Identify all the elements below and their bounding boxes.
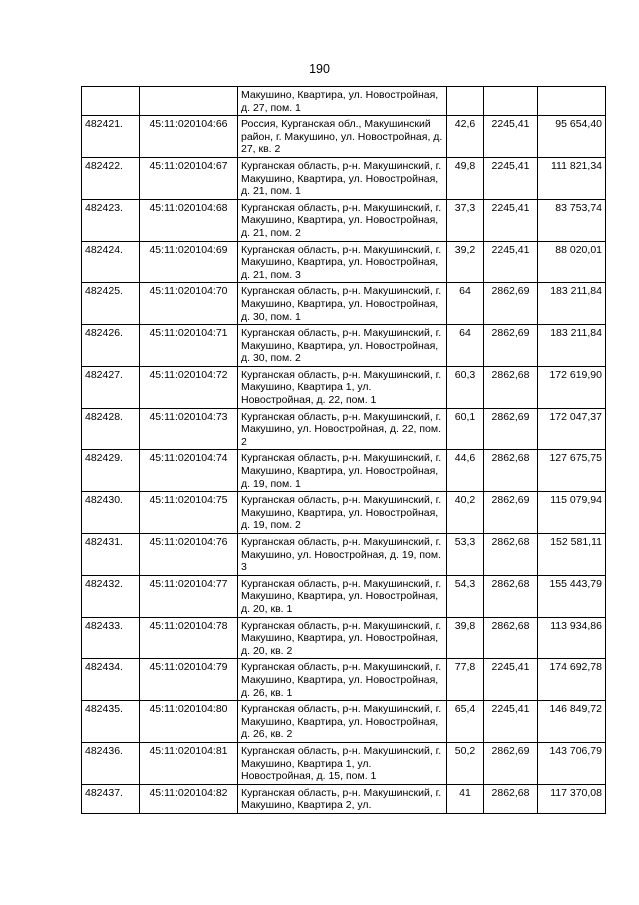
cadastral-value-cell bbox=[538, 87, 606, 116]
cadastral-value-cell: 83 753,74 bbox=[538, 199, 606, 241]
rate-cell: 2862,68 bbox=[484, 575, 538, 617]
table-row bbox=[82, 784, 606, 813]
rate-cell: 2862,69 bbox=[484, 408, 538, 450]
registry-table-body bbox=[82, 87, 606, 814]
cadastral-number-cell: 45:11:020104:71 bbox=[140, 325, 238, 367]
cadastral-number-cell: 45:11:020104:72 bbox=[140, 366, 238, 408]
address-cell: Курганская область, р-н. Макушинский, г. Макушино, Квартира 1, ул. Новостройная, д. 22, пом. 1 bbox=[238, 366, 447, 408]
table-row bbox=[82, 450, 606, 492]
table-row bbox=[82, 241, 606, 283]
table-row bbox=[82, 492, 606, 534]
rate-cell: 2862,68 bbox=[484, 534, 538, 576]
table-row bbox=[82, 199, 606, 241]
area-cell bbox=[447, 87, 484, 116]
cadastral-value-cell: 183 211,84 bbox=[538, 283, 606, 325]
address-cell: Курганская область, р-н. Макушинский, г. Макушино, Квартира, ул. Новостройная, д. 30, пом. 2 bbox=[238, 325, 447, 367]
address-cell: Курганская область, р-н. Макушинский, г. Макушино, Квартира 1, ул. Новостройная, д. 15, пом. 1 bbox=[238, 742, 447, 784]
rate-cell: 2245,41 bbox=[484, 199, 538, 241]
row-number-cell: 482428. bbox=[82, 408, 140, 450]
cadastral-value-cell: 152 581,11 bbox=[538, 534, 606, 576]
rate-cell: 2862,69 bbox=[484, 325, 538, 367]
row-number-cell: 482421. bbox=[82, 116, 140, 158]
cadastral-number-cell: 45:11:020104:67 bbox=[140, 157, 238, 199]
cadastral-value-cell: 127 675,75 bbox=[538, 450, 606, 492]
table-row bbox=[82, 701, 606, 743]
address-cell: Курганская область, р-н. Макушинский, г. Макушино, Квартира, ул. Новостройная, д. 20, кв. 2 bbox=[238, 617, 447, 659]
row-number-cell: 482430. bbox=[82, 492, 140, 534]
row-number-cell: 482436. bbox=[82, 742, 140, 784]
table-row bbox=[82, 87, 606, 116]
registry-table bbox=[81, 86, 606, 814]
cadastral-number-cell: 45:11:020104:69 bbox=[140, 241, 238, 283]
cadastral-value-cell: 117 370,08 bbox=[538, 784, 606, 813]
cadastral-value-cell: 183 211,84 bbox=[538, 325, 606, 367]
area-cell: 54,3 bbox=[447, 575, 484, 617]
row-number-cell: 482433. bbox=[82, 617, 140, 659]
rate-cell: 2862,69 bbox=[484, 742, 538, 784]
row-number-cell: 482434. bbox=[82, 659, 140, 701]
row-number-cell: 482435. bbox=[82, 701, 140, 743]
area-cell: 60,1 bbox=[447, 408, 484, 450]
cadastral-value-cell: 111 821,34 bbox=[538, 157, 606, 199]
row-number-cell: 482431. bbox=[82, 534, 140, 576]
table-row bbox=[82, 366, 606, 408]
area-cell: 39,8 bbox=[447, 617, 484, 659]
rate-cell: 2862,68 bbox=[484, 784, 538, 813]
cadastral-value-cell: 88 020,01 bbox=[538, 241, 606, 283]
address-cell: Курганская область, р-н. Макушинский, г. Макушино, Квартира, ул. Новостройная, д. 20, кв. 1 bbox=[238, 575, 447, 617]
rate-cell bbox=[484, 87, 538, 116]
rate-cell: 2862,68 bbox=[484, 617, 538, 659]
cadastral-value-cell: 174 692,78 bbox=[538, 659, 606, 701]
address-cell: Курганская область, р-н. Макушинский, г. Макушино, Квартира 2, ул. bbox=[238, 784, 447, 813]
cadastral-number-cell: 45:11:020104:82 bbox=[140, 784, 238, 813]
area-cell: 60,3 bbox=[447, 366, 484, 408]
cadastral-number-cell bbox=[140, 87, 238, 116]
cadastral-number-cell: 45:11:020104:76 bbox=[140, 534, 238, 576]
cadastral-number-cell: 45:11:020104:75 bbox=[140, 492, 238, 534]
cadastral-number-cell: 45:11:020104:70 bbox=[140, 283, 238, 325]
table-row bbox=[82, 659, 606, 701]
area-cell: 37,3 bbox=[447, 199, 484, 241]
cadastral-number-cell: 45:11:020104:78 bbox=[140, 617, 238, 659]
row-number-cell: 482427. bbox=[82, 366, 140, 408]
cadastral-value-cell: 155 443,79 bbox=[538, 575, 606, 617]
address-cell: Курганская область, р-н. Макушинский, г. Макушино, Квартира, ул. Новостройная, д. 21, пом. 3 bbox=[238, 241, 447, 283]
address-cell: Курганская область, р-н. Макушинский, г. Макушино, Квартира, ул. Новостройная, д. 19, пом. 2 bbox=[238, 492, 447, 534]
cadastral-value-cell: 115 079,94 bbox=[538, 492, 606, 534]
table-row bbox=[82, 408, 606, 450]
address-cell: Курганская область, р-н. Макушинский, г. Макушино, Квартира, ул. Новостройная, д. 21, пом. 1 bbox=[238, 157, 447, 199]
table-row bbox=[82, 742, 606, 784]
page-number: 190 bbox=[309, 62, 330, 76]
area-cell: 42,6 bbox=[447, 116, 484, 158]
area-cell: 64 bbox=[447, 283, 484, 325]
cadastral-number-cell: 45:11:020104:81 bbox=[140, 742, 238, 784]
table-row bbox=[82, 575, 606, 617]
table-row bbox=[82, 283, 606, 325]
address-cell: Курганская область, р-н. Макушинский, г. Макушино, Квартира, ул. Новостройная, д. 21, пом. 2 bbox=[238, 199, 447, 241]
address-cell: Курганская область, р-н. Макушинский, г. Макушино, Квартира, ул. Новостройная, д. 19, пом. 1 bbox=[238, 450, 447, 492]
table-row bbox=[82, 617, 606, 659]
table-row bbox=[82, 534, 606, 576]
area-cell: 64 bbox=[447, 325, 484, 367]
table-row bbox=[82, 157, 606, 199]
cadastral-number-cell: 45:11:020104:68 bbox=[140, 199, 238, 241]
row-number-cell: 482432. bbox=[82, 575, 140, 617]
cadastral-value-cell: 143 706,79 bbox=[538, 742, 606, 784]
address-cell: Курганская область, р-н. Макушинский, г. Макушино, ул. Новостройная, д. 19, пом. 3 bbox=[238, 534, 447, 576]
rate-cell: 2862,68 bbox=[484, 450, 538, 492]
area-cell: 65,4 bbox=[447, 701, 484, 743]
cadastral-number-cell: 45:11:020104:73 bbox=[140, 408, 238, 450]
area-cell: 77,8 bbox=[447, 659, 484, 701]
rate-cell: 2245,41 bbox=[484, 701, 538, 743]
rate-cell: 2862,69 bbox=[484, 283, 538, 325]
cadastral-value-cell: 172 619,90 bbox=[538, 366, 606, 408]
cadastral-value-cell: 113 934,86 bbox=[538, 617, 606, 659]
cadastral-number-cell: 45:11:020104:79 bbox=[140, 659, 238, 701]
address-cell: Курганская область, р-н. Макушинский, г. Макушино, Квартира, ул. Новостройная, д. 26, кв. 1 bbox=[238, 659, 447, 701]
row-number-cell: 482424. bbox=[82, 241, 140, 283]
address-cell: Курганская область, р-н. Макушинский, г. Макушино, Квартира, ул. Новостройная, д. 30, пом. 1 bbox=[238, 283, 447, 325]
address-cell: Курганская область, р-н. Макушинский, г. Макушино, ул. Новостройная, д. 22, пом. 2 bbox=[238, 408, 447, 450]
area-cell: 50,2 bbox=[447, 742, 484, 784]
cadastral-value-cell: 95 654,40 bbox=[538, 116, 606, 158]
area-cell: 39,2 bbox=[447, 241, 484, 283]
rate-cell: 2862,68 bbox=[484, 366, 538, 408]
address-cell: Россия, Курганская обл., Макушинский район, г. Макушино, ул. Новостройная, д. 27, кв. 2 bbox=[238, 116, 447, 158]
cadastral-value-cell: 146 849,72 bbox=[538, 701, 606, 743]
row-number-cell: 482437. bbox=[82, 784, 140, 813]
rate-cell: 2245,41 bbox=[484, 241, 538, 283]
address-cell: Курганская область, р-н. Макушинский, г. Макушино, Квартира, ул. Новостройная, д. 26, кв. 2 bbox=[238, 701, 447, 743]
row-number-cell: 482426. bbox=[82, 325, 140, 367]
area-cell: 40,2 bbox=[447, 492, 484, 534]
rate-cell: 2245,41 bbox=[484, 157, 538, 199]
cadastral-number-cell: 45:11:020104:80 bbox=[140, 701, 238, 743]
area-cell: 41 bbox=[447, 784, 484, 813]
table-row bbox=[82, 116, 606, 158]
row-number-cell: 482423. bbox=[82, 199, 140, 241]
cadastral-number-cell: 45:11:020104:77 bbox=[140, 575, 238, 617]
row-number-cell: 482422. bbox=[82, 157, 140, 199]
rate-cell: 2862,69 bbox=[484, 492, 538, 534]
table-row bbox=[82, 325, 606, 367]
cadastral-number-cell: 45:11:020104:66 bbox=[140, 116, 238, 158]
cadastral-value-cell: 172 047,37 bbox=[538, 408, 606, 450]
address-cell: Макушино, Квартира, ул. Новостройная, д. 27, пом. 1 bbox=[238, 87, 447, 116]
rate-cell: 2245,41 bbox=[484, 116, 538, 158]
rate-cell: 2245,41 bbox=[484, 659, 538, 701]
row-number-cell: 482429. bbox=[82, 450, 140, 492]
row-number-cell: 482425. bbox=[82, 283, 140, 325]
row-number-cell bbox=[82, 87, 140, 116]
cadastral-number-cell: 45:11:020104:74 bbox=[140, 450, 238, 492]
area-cell: 44,6 bbox=[447, 450, 484, 492]
area-cell: 53,3 bbox=[447, 534, 484, 576]
area-cell: 49,8 bbox=[447, 157, 484, 199]
